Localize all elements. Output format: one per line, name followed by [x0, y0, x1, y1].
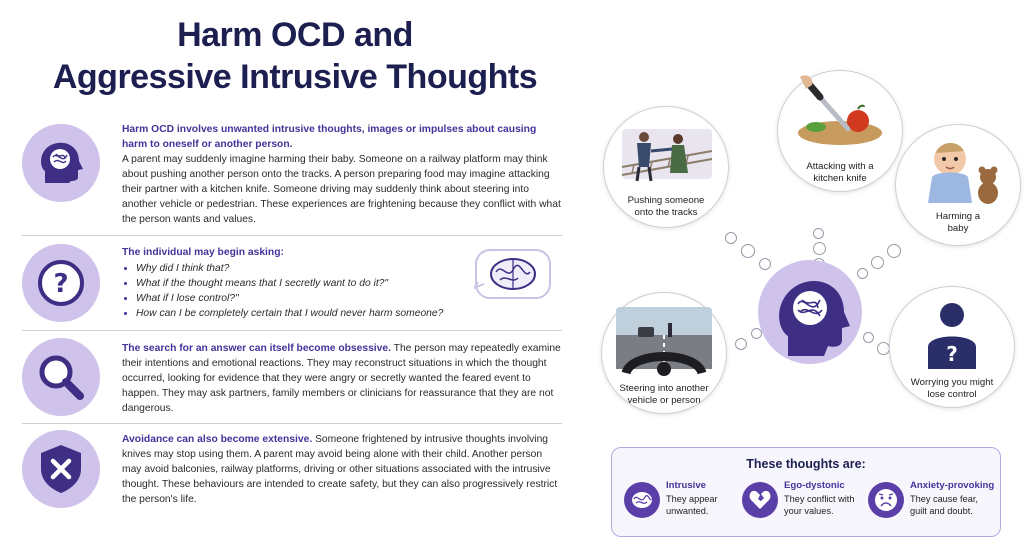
- thought-dot: [863, 332, 874, 343]
- trait-intrusive: [624, 480, 752, 532]
- thoughts-summary-box: [611, 447, 1001, 537]
- cloud-caption: Pushing someone onto the tracks: [627, 195, 705, 218]
- cloud-caption: Harming a baby: [935, 211, 981, 234]
- svg-text:?: ?: [53, 269, 69, 299]
- question-list: [122, 261, 452, 321]
- page-title: [0, 14, 590, 98]
- divider: [22, 235, 562, 236]
- baby-icon: [896, 125, 1020, 211]
- thought-cloud-tracks: [603, 106, 729, 228]
- thought-dot: [813, 228, 824, 239]
- svg-text:?: ?: [946, 342, 958, 366]
- cloud-caption: Worrying you might lose control: [910, 377, 994, 400]
- box-title: These thoughts are:: [746, 457, 866, 471]
- list-item: • Why did I think that?: [136, 261, 452, 276]
- trait-ego-dystonic: [742, 480, 870, 532]
- central-head: [758, 260, 862, 364]
- broken-heart-icon: [742, 482, 778, 518]
- question-icon: [22, 244, 100, 322]
- divider: [22, 423, 562, 424]
- section-heading: The individual may begin asking:: [122, 247, 284, 258]
- thought-cloud-baby: [895, 124, 1021, 246]
- trait-name: Intrusive: [666, 480, 706, 491]
- section-heading: Avoidance can also become extensive.: [122, 434, 313, 445]
- tangled-brain-head-icon: [758, 260, 862, 364]
- thought-cloud-knife: [777, 70, 903, 192]
- thought-cloud-worry: [889, 286, 1015, 408]
- railway-platform-icon: [604, 107, 728, 193]
- thought-illustration: [595, 80, 1024, 440]
- section-heading: The search for an answer can itself become obsessive.: [122, 343, 391, 354]
- trait-name: Anxiety-provoking: [910, 480, 995, 491]
- thought-dot: [887, 244, 901, 258]
- divider: [22, 330, 562, 331]
- trait-desc: They conflict with your values.: [784, 494, 855, 516]
- section-body: A parent may suddenly imagine harming their baby. Someone on a railway platform may think about pushing another person onto the tracks. A person preparing food may imagine attacking their partner with a kitchen knife. Someone driving may suddenly think about steering into another vehicle or pedestrian. These experiences are frightening because they conflict with what the person wants and values.: [122, 154, 561, 225]
- kitchen-knife-icon: [778, 71, 902, 157]
- section-questions: [22, 240, 562, 328]
- thought-cloud-steering: [601, 292, 727, 414]
- trait-name: Ego-dystonic: [784, 480, 845, 491]
- shield-x-icon: [22, 430, 100, 508]
- person-question-icon: [890, 287, 1014, 373]
- cloud-caption: Steering into another vehicle or person: [619, 383, 709, 406]
- title-line-1: Harm OCD and: [177, 16, 413, 54]
- thought-dot: [735, 338, 747, 350]
- steering-wheel-icon: [602, 293, 726, 379]
- thought-dot: [741, 244, 755, 258]
- brain-head-icon: [22, 124, 100, 202]
- section-heading: Harm OCD involves unwanted intrusive thoughts, images or impulses about causing harm to oneself or another person.: [122, 124, 537, 150]
- trait-anxiety: [868, 480, 996, 532]
- list-item: • What if the thought means that I secretly want to do it?": [136, 276, 452, 291]
- list-item: • How can I be completely certain that I would never harm someone?: [136, 306, 452, 321]
- section-avoidance: [22, 426, 562, 526]
- thought-dot: [725, 232, 737, 244]
- brain-bubble-icon: [474, 248, 552, 304]
- thought-dot: [813, 242, 826, 255]
- list-item: • What if I lose control?": [136, 291, 452, 306]
- section-obsession: [22, 334, 562, 420]
- thought-dot: [871, 256, 884, 269]
- worried-face-icon: [868, 482, 904, 518]
- magnifier-icon: [22, 338, 100, 416]
- section-definition: [22, 118, 562, 230]
- title-line-2: Aggressive Intrusive Thoughts: [52, 58, 538, 96]
- trait-desc: They cause fear, guilt and doubt.: [910, 494, 978, 516]
- cloud-caption: Attacking with a kitchen knife: [806, 161, 874, 184]
- section-body: The person may repeatedly examine their intentions and emotional reactions. They may reconstruct situations in which the thought occurred, looking for evidence that they were angry or secretly wanted the feared event to happen. They may ask partners, family members or clinicians for reassurance that they are not dangerous.: [122, 343, 561, 414]
- tangled-brain-icon: [624, 482, 660, 518]
- section-body: Someone frightened by intrusive thoughts involving knives may stop using them. A parent may avoid being alone with their child. Another person may avoid balconies, railway platforms, driving or other situations associated with the intrusive thought. These behaviours are intended to create safety, but they can also progressively restrict the person's life.: [122, 434, 558, 505]
- trait-desc: They appear unwanted.: [666, 494, 718, 516]
